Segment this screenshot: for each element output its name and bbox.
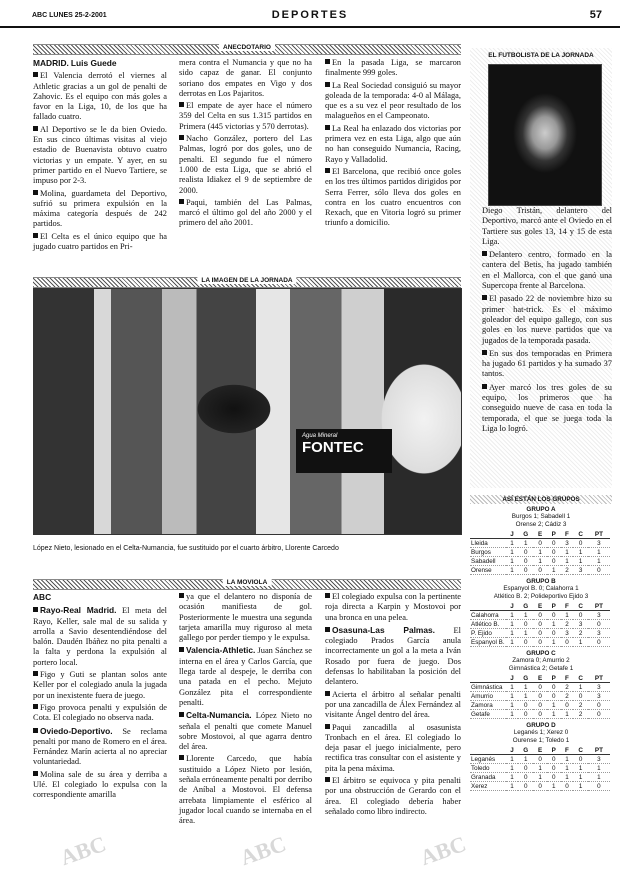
table-cell: 2 [561, 620, 574, 629]
moviola-col-1 [33, 592, 167, 803]
table-cell: Gimnástica [470, 683, 506, 692]
byline: ABC [33, 592, 52, 602]
anecdote: El Valencia derrotó el viernes al Athletic gracias a un gol de penalti de Zahovic. Es el equipo con más goles a favor en la Liga, 10, de los que ha fallado cuatro. [33, 71, 167, 122]
match-result: Leganés 1; Xerez 0 [513, 729, 569, 736]
page-header [0, 6, 620, 28]
table-cell: 1 [506, 566, 518, 575]
table-cell: 3 [588, 755, 610, 764]
table-row [470, 755, 610, 764]
table-cell: 0 [533, 620, 547, 629]
column-header: C [573, 746, 587, 755]
sponsor-sign-big: FONTEC [302, 439, 364, 456]
table-row [470, 638, 610, 647]
table-cell: 1 [506, 692, 518, 701]
column-header: G [518, 674, 533, 683]
table-cell: 1 [588, 548, 610, 557]
column-header [470, 530, 506, 539]
table-cell: 0 [547, 548, 561, 557]
moviola-item: ya que el delantero no disponía de ocasión manifiesta de gol. Posteriormente le muestra una segunda tarjeta amarilla muy riguroso al meta gallego por perder tiempo y le expulsa. [179, 592, 312, 643]
table-cell: 2 [561, 566, 574, 575]
table-cell: 1 [518, 611, 533, 620]
table-cell: 3 [588, 611, 610, 620]
anecdote: La Real ha enlazado dos victorias por primera vez en esta Liga, algo que aún no han conseguido Numancia, Racing, Rayo y Valladolid. [325, 123, 461, 164]
table-cell: 1 [533, 548, 547, 557]
table-cell: 0 [533, 638, 547, 647]
moviola-title: LA MOVIOLA [223, 579, 272, 586]
table-cell: 1 [533, 557, 547, 566]
match-result: Orense 2; Cádiz 3 [515, 521, 567, 528]
table-cell: 1 [561, 548, 574, 557]
column-header: J [506, 530, 518, 539]
table-row [470, 548, 610, 557]
sidebar-paragraph: Delantero centro, formado en la cantera del Betis, ha jugado también en el Mallorca, con el que ganó una Supercopa frente al Barcelona. [482, 250, 612, 291]
table-cell: Burgos [470, 548, 506, 557]
anecdote: Paqui, también del Las Palmas, marcó el último gol del año 2000 y el primero del año 2001. [179, 197, 312, 228]
table-row [470, 557, 610, 566]
table-cell: 3 [561, 629, 574, 638]
column-header: P [547, 746, 561, 755]
table-cell: 0 [547, 557, 561, 566]
anecdote: Al Deportivo se le da bien Oviedo. En sus cinco últimas visitas al viejo estadio de Buenavista obtuvo cuatro victorias y un empate. Y ayer, en su primer partido en el Nuevo Tartiere, se impuso por 2-3. [33, 124, 167, 186]
column-header [470, 746, 506, 755]
table-cell: 1 [518, 539, 533, 548]
table-cell: 1 [588, 773, 610, 782]
table-cell: 0 [518, 764, 533, 773]
table-cell: 0 [588, 782, 610, 791]
page-number: 57 [589, 9, 602, 21]
table-cell: 1 [561, 611, 574, 620]
column-header: F [561, 674, 574, 683]
moviola-item: Osasuna-Las Palmas. El colegiado Prados García anula incorrectamente un gol a la meta a Iván Rosado por fuera de juego. Dos defensas lo habilitaban la posición del delantero. [325, 624, 461, 687]
table-cell: 0 [588, 701, 610, 710]
moviola-item: Rayo-Real Madrid. El meta del Rayo, Keller, sale mal de su salida y arrolla a Savio desentendiéndose del balón. Daudén Ibáñez no pita penalti a la falta y perdona la expulsión al portero local. [33, 605, 167, 667]
moviola-item: Valencia-Athletic. Juan Sánchez se interna en el área y Carlos García, que llega tarde al despeje, le derriba con una patada en el pecho. Mejuto González pita el correspondiente penalti. [179, 645, 313, 707]
table-cell: Leganés [470, 755, 506, 764]
moviola-item: Oviedo-Deportivo. Se reclama penalti por mano de Romero en el área. Fernández Marín acierta al no apreciar voluntariedad. [33, 725, 167, 767]
watermark: ABC [236, 830, 290, 871]
table-cell: Lleida [470, 539, 506, 548]
moviola-item: Molina sale de su área y derriba a Ulé. El colegiado lo expulsa con la correspondiente amarilla [33, 769, 167, 800]
table-header-row [470, 674, 610, 683]
table-header-row [470, 602, 610, 611]
table-cell: 1 [506, 557, 518, 566]
table-cell: Atlético B. [470, 620, 506, 629]
table-cell: 0 [533, 629, 547, 638]
table-cell: 1 [506, 701, 518, 710]
table-cell: 1 [547, 701, 561, 710]
anecdotario-col-3 [325, 58, 461, 231]
moviola-col-2 [179, 592, 312, 829]
results-title: ASÍ ESTÁN LOS GRUPOS [470, 495, 612, 504]
table-row [470, 710, 610, 719]
column-header [470, 674, 506, 683]
table-cell: 1 [588, 764, 610, 773]
match-photo [33, 288, 462, 535]
group-name: GRUPO B [526, 578, 556, 585]
table-cell: 0 [547, 764, 561, 773]
anecdote: El Celta es el único equipo que ha jugado cuatro partidos en Pri- [33, 231, 167, 252]
table-row [470, 701, 610, 710]
column-header: PT [588, 602, 610, 611]
moviola-item: Figo provoca penalti y expulsión de Cota. El colegiado no observa nada. [33, 702, 167, 723]
sidebar-text [482, 206, 612, 437]
table-row [470, 764, 610, 773]
table-cell: 0 [518, 620, 533, 629]
sidebar-paragraph: Ayer marcó los tres goles de su equipo, los primeros que ha conseguido nueve de casa en toda la temporada, el que se juega toda la Liga lo logró. [482, 382, 612, 433]
column-header: G [518, 602, 533, 611]
column-header: E [533, 530, 547, 539]
column-header: J [506, 674, 518, 683]
column-header: G [518, 746, 533, 755]
table-cell: 1 [506, 620, 518, 629]
sidebar-paragraph: En sus dos temporadas en Primera ha jugado 61 partidos y ha sumado 37 tantos. [482, 348, 612, 379]
photo-band [33, 277, 461, 288]
table-cell: 0 [518, 557, 533, 566]
moviola-item: Paqui zancadilla al osasunista Tronbach en el área. El colegiado lo deja pasar el juego inicialmente, pero rectifica tras consultar con el asistente y pita la pena máxima. [325, 722, 461, 773]
anecdote: mera contra el Numancia y que no ha sido capaz de ganar. El conjunto soriano dos empates en Vigo y dos derrotas en Los Pajaritos. [179, 58, 312, 98]
table-row [470, 611, 610, 620]
match-result: Gimnástica 2; Getafe 1 [508, 665, 574, 672]
standings-table [470, 530, 610, 575]
watermark: ABC [416, 830, 470, 871]
table-cell: 1 [506, 782, 518, 791]
moviola-item: Figo y Guti se plantan solos ante Keller por el colegiado anula la jugada por un inexistente fuera de juego. [33, 670, 167, 700]
anecdotario-band [33, 44, 461, 55]
edition-date: ABC LUNES 25-2-2001 [32, 12, 107, 19]
table-cell: 3 [573, 566, 587, 575]
anecdotario-col-1 [33, 58, 167, 254]
table-cell: 0 [533, 611, 547, 620]
table-cell: 1 [506, 683, 518, 692]
table-cell: Orense [470, 566, 506, 575]
column-header: E [533, 674, 547, 683]
table-cell: 2 [573, 629, 587, 638]
column-header: P [547, 674, 561, 683]
table-cell: 1 [573, 764, 587, 773]
sidebar-paragraph: Diego Tristán, delantero del Deportivo, marcó ante el Oviedo en el Tartiere sus goles 13, 14 y 15 de esta Liga. [482, 206, 612, 246]
table-cell: 0 [533, 683, 547, 692]
table-row [470, 782, 610, 791]
byline: MADRID. Luis Guede [33, 58, 117, 68]
table-row [470, 566, 610, 575]
table-cell: 0 [518, 566, 533, 575]
table-cell: 0 [547, 773, 561, 782]
table-cell: Calahorra [470, 611, 506, 620]
table-cell: 1 [561, 710, 574, 719]
photo-caption: López Nieto, lesionado en el Celta-Numancia, fue sustituido por el cuarto árbitro, Llorente Carcedo [33, 545, 339, 552]
column-header: J [506, 746, 518, 755]
moviola-item: Llorente Carcedo, que había sustituido a López Nieto por lesión, señala erróneamente penalti por derribo de Aníbal a Mostovoi. El defensa arrebata limpiamente el esférico al jugador local cuando se internaba en el área. [179, 754, 313, 826]
column-header [470, 602, 506, 611]
group-name: GRUPO C [526, 650, 556, 657]
table-cell: 2 [573, 710, 587, 719]
table-cell: 0 [561, 701, 574, 710]
column-header: PT [588, 746, 610, 755]
anecdotario-col-2 [179, 58, 312, 231]
table-cell: 1 [506, 539, 518, 548]
table-cell: 1 [533, 764, 547, 773]
table-cell: 1 [547, 566, 561, 575]
table-cell: Espanyol B. [471, 638, 505, 646]
anecdote: Nacho González, portero del Las Palmas, logró por dos goles, uno de penalti. El segundo fue el número 1.000 de esta Liga, que se abrió el realista Idiakez el 9 de septiembre de 2000. [179, 134, 312, 195]
table-cell: 0 [518, 548, 533, 557]
table-cell: 0 [533, 755, 547, 764]
moviola-item: Celta-Numancia. López Nieto no señala el penalti que comete Manuel sobre Mostovoi, al que agarra dentro del área. [179, 710, 312, 752]
table-cell: 0 [547, 692, 561, 701]
table-cell: 0 [588, 638, 610, 647]
table-cell: 0 [533, 692, 547, 701]
table-cell: 3 [588, 683, 610, 692]
table-cell: 1 [573, 683, 587, 692]
table-cell: 1 [506, 764, 518, 773]
table-cell: 0 [533, 710, 547, 719]
table-cell: 1 [518, 683, 533, 692]
table-row [470, 620, 610, 629]
player-portrait [488, 64, 602, 206]
standings-table [470, 746, 610, 791]
table-cell: 0 [533, 701, 547, 710]
sidebar-paragraph: El pasado 22 de noviembre hizo su primer hat-trick. Es el máximo goleador del equipo gallego, con sus goles en los nueve partidos que va jugados de la temporada pasada. [482, 294, 612, 345]
moviola-item: El árbitro se equivoca y pita penalti por una obstrucción de Gerardo con el área. El colegiado debería haber señalado como libro indirecto. [325, 776, 461, 816]
table-cell: 3 [588, 539, 610, 548]
match-result: Ourense 1; Toledo 1 [512, 737, 570, 744]
table-cell: 0 [588, 566, 610, 575]
table-cell: Zamora [470, 701, 506, 710]
table-cell: 0 [573, 611, 587, 620]
table-cell: 1 [573, 782, 587, 791]
table-cell: 0 [588, 620, 610, 629]
table-cell: P. Ejido [470, 629, 506, 638]
group-name: GRUPO A [526, 506, 556, 513]
table-cell: 0 [547, 683, 561, 692]
sponsor-sign [296, 429, 392, 473]
sponsor-sign-small: Agua Mineral [302, 433, 338, 439]
column-header: J [506, 602, 518, 611]
table-cell: 0 [518, 701, 533, 710]
moviola-item: Acierta el árbitro al señalar penalti por una zancadilla de Álex Fernández al visitante Ángel dentro del área. [325, 689, 461, 720]
table-row [470, 692, 610, 701]
table-row [470, 773, 610, 782]
column-header: P [547, 602, 561, 611]
table-cell: 1 [561, 755, 574, 764]
anecdote: El empate de ayer hace el número 359 del Celta en sus 1.315 partidos en Primera (445 victorias y 570 derrotas). [179, 101, 312, 131]
table-cell: 1 [506, 548, 518, 557]
match-result: Espanyol B. 0; Calahorra 1 [503, 585, 579, 592]
table-cell: 1 [573, 638, 587, 647]
standings-table [470, 602, 610, 647]
anecdote: En la pasada Liga, se marcaron finalmente 999 goles. [325, 58, 461, 78]
table-header-row [470, 530, 610, 539]
table-cell: 1 [506, 638, 518, 647]
standings-table [470, 674, 610, 719]
table-header-row [470, 746, 610, 755]
column-header: C [573, 674, 587, 683]
anecdote: Molina, guardameta del Deportivo, sufrió su primera expulsión en la máxima categoría después de 242 partidos. [33, 188, 167, 229]
table-row [470, 629, 610, 638]
table-cell: Amurrio [470, 692, 506, 701]
table-cell: 3 [573, 620, 587, 629]
table-cell: 3 [561, 539, 574, 548]
table-cell: 1 [547, 782, 561, 791]
table-cell: 1 [547, 620, 561, 629]
anecdote: El Barcelona, que recibió once goles en los tres últimos partidos dirigidos por Serra Ferrer, sólo lleva dos goles en contra en los cuatro encuentros con Rexach, que en Vitoria logró su primer triunfo a domicilio. [325, 166, 461, 228]
table-cell: 0 [573, 755, 587, 764]
table-cell: Toledo [470, 764, 506, 773]
table-cell: 0 [588, 710, 610, 719]
column-header: E [533, 602, 547, 611]
column-header: C [573, 602, 587, 611]
table-cell: 0 [547, 755, 561, 764]
table-cell: 0 [518, 638, 533, 647]
column-header: C [573, 530, 587, 539]
table-cell: 1 [506, 710, 518, 719]
table-cell: 1 [573, 557, 587, 566]
moviola-item: El colegiado expulsa con la pertinente roja directa a Karpin y Mostovoi por una bronca en una pelea. [325, 592, 461, 622]
table-cell: 0 [561, 638, 574, 647]
column-header: F [561, 530, 574, 539]
table-cell: 0 [533, 539, 547, 548]
table-cell: 1 [561, 773, 574, 782]
table-cell: 1 [561, 557, 574, 566]
table-cell: 2 [561, 692, 574, 701]
table-cell: 1 [506, 629, 518, 638]
table-row [470, 683, 610, 692]
table-cell: 3 [588, 629, 610, 638]
table-cell: 0 [573, 692, 587, 701]
column-header: P [547, 530, 561, 539]
section-title: DEPORTES [271, 9, 349, 21]
table-cell: 1 [547, 710, 561, 719]
table-cell: 3 [588, 692, 610, 701]
column-header: PT [588, 674, 610, 683]
match-result: Zamora 0; Amurrio 2 [512, 657, 570, 664]
table-cell: 0 [533, 782, 547, 791]
column-header: G [518, 530, 533, 539]
column-header: F [561, 746, 574, 755]
column-header: PT [588, 530, 610, 539]
table-cell: 1 [533, 773, 547, 782]
column-header: E [533, 746, 547, 755]
table-cell: 1 [518, 755, 533, 764]
table-cell: Sabadell [470, 557, 506, 566]
column-header: F [561, 602, 574, 611]
group-name: GRUPO D [526, 722, 556, 729]
table-cell: 0 [518, 710, 533, 719]
watermark: ABC [56, 830, 110, 871]
sidebar-title: EL FUTBOLISTA DE LA JORNADA [488, 52, 594, 59]
results-box [470, 495, 612, 794]
table-cell: 0 [518, 782, 533, 791]
table-cell: 0 [561, 782, 574, 791]
photo-band-title: LA IMAGEN DE LA JORNADA [197, 277, 296, 284]
table-row [470, 539, 610, 548]
table-cell: 1 [518, 629, 533, 638]
match-result: Atlético B. 2; Polideportivo Ejido 3 [493, 593, 589, 600]
table-cell: 1 [547, 638, 561, 647]
table-cell: 0 [547, 539, 561, 548]
table-cell: 0 [533, 566, 547, 575]
table-cell: 0 [573, 539, 587, 548]
table-cell: 1 [506, 755, 518, 764]
moviola-col-3 [325, 592, 461, 819]
moviola-band [33, 579, 461, 590]
match-result: Burgos 1; Sabadell 1 [511, 513, 571, 520]
table-cell: 1 [573, 773, 587, 782]
anecdote: La Real Sociedad consiguió su mayor goleada de la temporada: 4-0 al Málaga, que es a su vez el peor resultado de los malagueños en el Campeonato. [325, 80, 461, 121]
table-cell: 0 [518, 773, 533, 782]
table-cell: 0 [547, 611, 561, 620]
table-cell: 0 [547, 629, 561, 638]
table-cell: 1 [506, 773, 518, 782]
table-cell: 2 [561, 683, 574, 692]
table-cell: 1 [561, 764, 574, 773]
table-cell: 2 [573, 701, 587, 710]
table-cell: Getafe [470, 710, 506, 719]
anecdotario-title: ANECDOTARIO [219, 44, 275, 51]
table-cell: 1 [573, 548, 587, 557]
table-cell: Xerez [470, 782, 506, 791]
table-cell: 1 [588, 557, 610, 566]
table-cell: Granada [470, 773, 506, 782]
table-cell: 1 [506, 611, 518, 620]
table-cell: 1 [518, 692, 533, 701]
